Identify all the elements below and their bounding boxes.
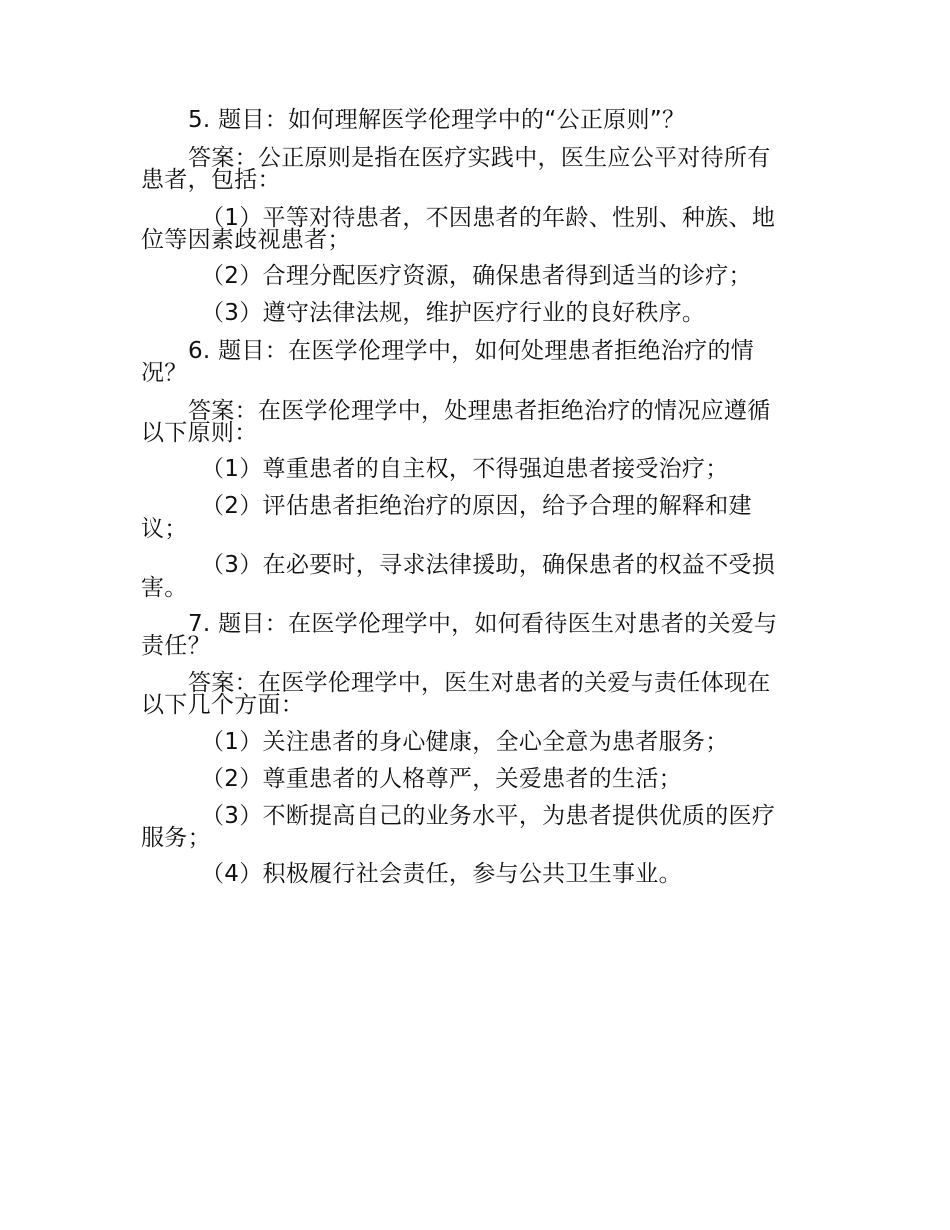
answer-5-item-2: （2）合理分配医疗资源，确保患者得到适当的诊疗； [201, 263, 752, 289]
question-6-title: 6. 题目：在医学伦理学中，如何处理患者拒绝治疗的情 [188, 338, 755, 364]
answer-5-intro-cont: 患者，包括： [141, 167, 281, 193]
answer-5-item-1-cont: 位等因素歧视患者； [141, 227, 351, 253]
answer-6-item-3: （3）在必要时，寻求法律援助，确保患者的权益不受损 [201, 552, 776, 578]
answer-5-item-3: （3）遵守法律法规，维护医疗行业的良好秩序。 [201, 300, 706, 326]
question-5-title: 5. 题目：如何理解医学伦理学中的“公正原则”？ [188, 107, 686, 133]
answer-7-intro-cont: 以下几个方面： [141, 692, 305, 718]
answer-5-item-1: （1）平等对待患者，不因患者的年龄、性别、种族、地 [201, 205, 776, 231]
answer-6-intro-cont: 以下原则： [141, 420, 258, 446]
answer-7-item-3-cont: 服务； [141, 825, 211, 851]
answer-6-item-2: （2）评估患者拒绝治疗的原因，给予合理的解释和建 [201, 493, 752, 519]
question-6-title-cont: 况？ [141, 360, 188, 386]
answer-6-item-2-cont: 议； [141, 516, 188, 542]
answer-7-item-3: （3）不断提高自己的业务水平，为患者提供优质的医疗 [201, 803, 776, 829]
answer-6-item-3-cont: 害。 [141, 575, 188, 601]
answer-7-intro: 答案：在医学伦理学中，医生对患者的关爱与责任体现在 [188, 670, 771, 696]
question-7-title: 7. 题目：在医学伦理学中，如何看待医生对患者的关爱与 [188, 611, 778, 637]
answer-5-intro: 答案：公正原则是指在医疗实践中，医生应公平对待所有 [188, 145, 771, 171]
answer-6-item-1: （1）尊重患者的自主权，不得强迫患者接受治疗； [201, 456, 729, 482]
answer-6-intro: 答案：在医学伦理学中，处理患者拒绝治疗的情况应遵循 [188, 398, 771, 424]
answer-7-item-1: （1）关注患者的身心健康，全心全意为患者服务； [201, 729, 729, 755]
answer-7-item-2: （2）尊重患者的人格尊严，关爱患者的生活； [201, 766, 682, 792]
answer-7-item-4: （4）积极履行社会责任，参与公共卫生事业。 [201, 861, 682, 887]
question-7-title-cont: 责任？ [141, 633, 211, 659]
